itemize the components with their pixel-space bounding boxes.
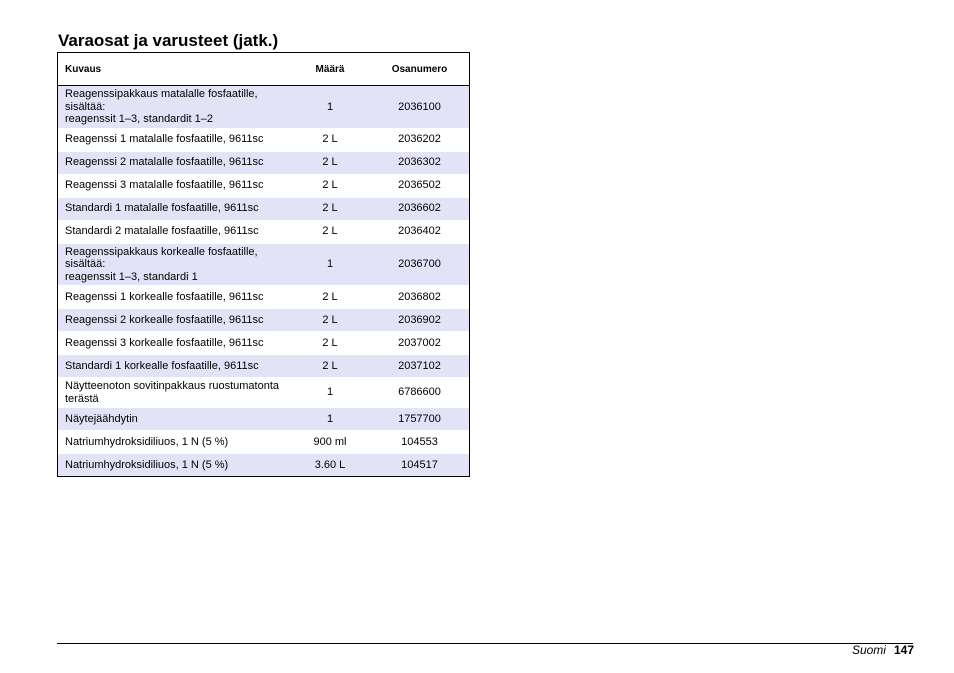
cell-part-number: 104517 xyxy=(370,454,469,477)
page-footer xyxy=(852,643,914,657)
table-row xyxy=(58,220,469,243)
cell-description: Reagenssi 2 matalalle fosfaatille, 9611sc xyxy=(58,151,290,174)
cell-description: Standardi 1 korkealle fosfaatille, 9611sc xyxy=(58,355,290,378)
cell-description: Natriumhydroksidiliuos, 1 N (5 %) xyxy=(58,431,290,454)
cell-quantity: 2 L xyxy=(290,128,370,151)
table-row xyxy=(58,243,469,286)
cell-description: Reagenssi 1 korkealle fosfaatille, 9611sc xyxy=(58,286,290,309)
cell-part-number: 2036402 xyxy=(370,220,469,243)
cell-part-number: 2036902 xyxy=(370,309,469,332)
cell-part-number: 2036700 xyxy=(370,243,469,286)
table-row xyxy=(58,355,469,378)
cell-description: Näytejäähdytin xyxy=(58,408,290,431)
cell-quantity: 2 L xyxy=(290,151,370,174)
cell-description: Näytteenoton sovitinpakkaus ruostumatonta terästä xyxy=(58,378,290,408)
table-row xyxy=(58,86,469,129)
cell-part-number: 2036100 xyxy=(370,86,469,129)
table-row xyxy=(58,197,469,220)
cell-quantity: 1 xyxy=(290,378,370,408)
column-header-part-number: Osanumero xyxy=(370,53,469,86)
cell-part-number: 6786600 xyxy=(370,378,469,408)
column-header-quantity: Määrä xyxy=(290,53,370,86)
cell-description: Standardi 2 matalalle fosfaatille, 9611sc xyxy=(58,220,290,243)
cell-quantity: 3.60 L xyxy=(290,454,370,477)
table-row xyxy=(58,454,469,477)
table-row xyxy=(58,408,469,431)
column-header-description: Kuvaus xyxy=(58,53,290,86)
footer-divider xyxy=(57,643,913,644)
cell-part-number: 2037002 xyxy=(370,332,469,355)
cell-part-number: 2036502 xyxy=(370,174,469,197)
cell-part-number: 2036602 xyxy=(370,197,469,220)
table-row xyxy=(58,332,469,355)
table-row xyxy=(58,286,469,309)
cell-part-number: 104553 xyxy=(370,431,469,454)
table-row xyxy=(58,128,469,151)
table-row xyxy=(58,378,469,408)
cell-quantity: 2 L xyxy=(290,220,370,243)
footer-language: Suomi xyxy=(851,643,886,657)
cell-part-number: 2037102 xyxy=(370,355,469,378)
cell-description: Reagenssipakkaus korkealle fosfaatille, sisältää: reagenssit 1–3, standardi 1 xyxy=(58,243,290,286)
table-row xyxy=(58,309,469,332)
cell-quantity: 2 L xyxy=(290,355,370,378)
parts-table xyxy=(57,52,470,477)
cell-description: Natriumhydroksidiliuos, 1 N (5 %) xyxy=(58,454,290,477)
cell-description: Reagenssi 3 korkealle fosfaatille, 9611sc xyxy=(58,332,290,355)
cell-description: Reagenssipakkaus matalalle fosfaatille, sisältää: reagenssit 1–3, standardit 1–2 xyxy=(58,86,290,129)
cell-description: Reagenssi 2 korkealle fosfaatille, 9611sc xyxy=(58,309,290,332)
table-row xyxy=(58,151,469,174)
cell-quantity: 2 L xyxy=(290,332,370,355)
cell-quantity: 2 L xyxy=(290,286,370,309)
cell-quantity: 2 L xyxy=(290,197,370,220)
cell-quantity: 2 L xyxy=(290,309,370,332)
page-title: Varaosat ja varusteet (jatk.) xyxy=(58,31,279,50)
cell-quantity: 1 xyxy=(290,408,370,431)
cell-quantity: 1 xyxy=(290,86,370,129)
table-row xyxy=(58,174,469,197)
parts-table-grid xyxy=(58,53,469,476)
cell-description: Reagenssi 3 matalalle fosfaatille, 9611sc xyxy=(58,174,290,197)
table-header-row xyxy=(58,53,469,86)
cell-part-number: 2036302 xyxy=(370,151,469,174)
table-row xyxy=(58,431,469,454)
cell-part-number: 2036802 xyxy=(370,286,469,309)
page-number: 147 xyxy=(893,643,914,657)
cell-part-number: 2036202 xyxy=(370,128,469,151)
cell-description: Standardi 1 matalalle fosfaatille, 9611sc xyxy=(58,197,290,220)
cell-description: Reagenssi 1 matalalle fosfaatille, 9611sc xyxy=(58,128,290,151)
cell-quantity: 900 ml xyxy=(290,431,370,454)
cell-quantity: 2 L xyxy=(290,174,370,197)
cell-part-number: 1757700 xyxy=(370,408,469,431)
cell-quantity: 1 xyxy=(290,243,370,286)
